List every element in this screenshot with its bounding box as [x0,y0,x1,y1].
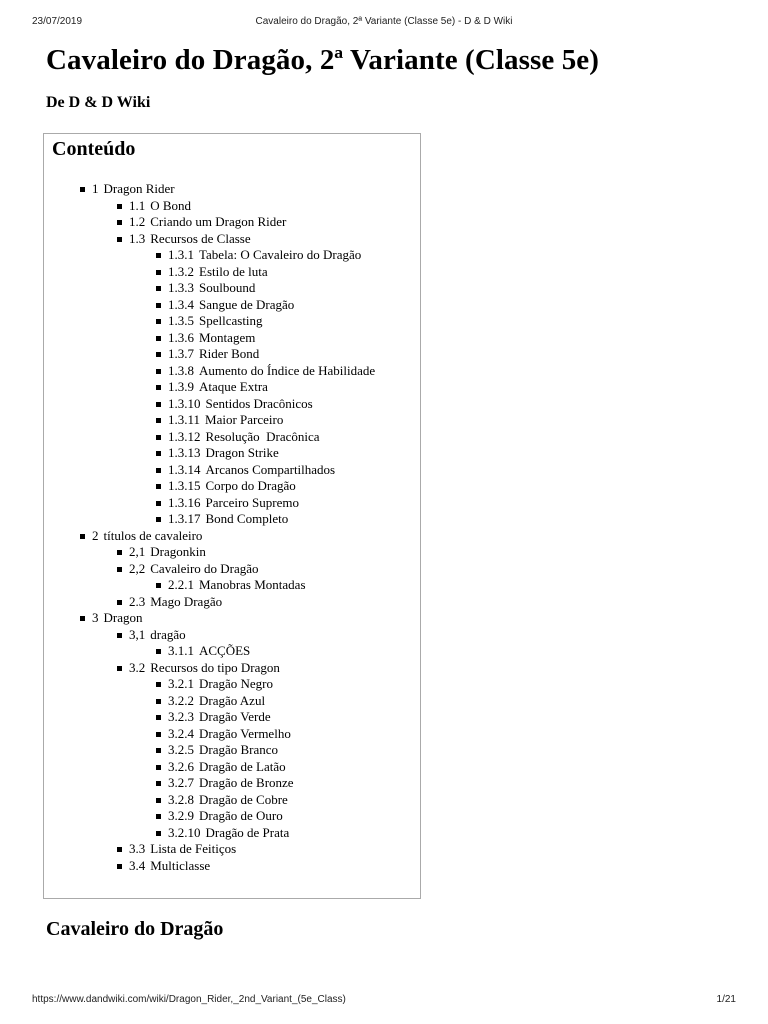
toc-item-label: Recursos do tipo Dragon [150,659,280,675]
toc-item-number: 1.3.10 [168,395,201,411]
toc-item-label: Tabela: O Cavaleiro do Dragão [199,247,362,262]
toc-item-label: Dragão Negro [199,676,273,691]
toc-item-label: Parceiro Supremo [205,494,300,510]
toc-item-label: Multiclasse [150,857,211,873]
toc-item[interactable] [129,231,251,247]
bullet-icon [156,831,161,836]
bullet-icon [156,253,161,258]
bullet-icon [80,187,85,192]
toc-item-number: 1.1 [129,197,146,213]
toc-item[interactable] [168,726,291,742]
toc-item-number: 3.2.2 [168,692,194,708]
toc-item-number: 1.3.9 [168,379,194,394]
toc-item-number: 1.3.4 [168,296,194,312]
bullet-icon [156,402,161,407]
toc-item-number: 2,2 [129,560,146,576]
bullet-icon [117,847,122,852]
bullet-icon [117,237,122,242]
toc-item-number: 3 [92,610,99,625]
toc-item[interactable] [129,198,191,214]
toc-item-label: Dragão de Cobre [199,791,288,807]
toc-item-label: Aumento do Índice de Habilidade [199,362,376,378]
toc-item[interactable] [168,313,263,329]
bullet-icon [156,369,161,374]
toc-item[interactable] [168,264,268,280]
bullet-icon [156,319,161,324]
toc-item-label: Dragão Azul [199,692,266,708]
toc-item-number: 3.2.4 [168,725,194,741]
toc-item[interactable] [168,808,283,824]
toc-item-number: 3.2.3 [168,709,194,724]
toc-item[interactable] [168,379,268,395]
bullet-icon [156,798,161,803]
print-page-title: Cavaleiro do Dragão, 2ª Variante (Classe 5e) - D & D Wiki [255,16,513,27]
toc-item[interactable] [168,363,375,379]
bullet-icon [117,204,122,209]
toc-item-label: Dragão de Latão [199,758,286,774]
bullet-icon [80,616,85,621]
toc-item-label: O Bond [150,197,192,213]
toc-item-label: Dragonkin [150,544,206,559]
toc-item-label: Dragão Verde [199,709,271,724]
toc-item[interactable] [168,429,320,445]
toc-item-number: 1.3.3 [168,280,194,295]
bullet-icon [156,336,161,341]
bullet-icon [117,220,122,225]
bullet-icon [156,418,161,423]
toc-item-number: 1.3.16 [168,494,201,510]
toc-item-number: 1.3.12 [168,428,201,444]
toc-item-label: Soulbound [199,280,256,295]
toc-item[interactable] [168,462,335,478]
toc-item-label: Estilo de luta [199,263,268,279]
toc-item[interactable] [129,627,186,643]
bullet-icon [156,468,161,473]
toc-item-label: Manobras Montadas [199,577,306,592]
toc-item-label: Spellcasting [199,313,263,328]
bullet-icon [117,600,122,605]
bullet-icon [156,303,161,308]
toc-item-label: Sentidos Dracônicos [205,395,313,411]
toc-item-label: Dragon [103,610,143,625]
toc-item-label: Corpo do Dragão [205,478,296,493]
toc-item-number: 1.2 [129,214,146,229]
page-title: Cavaleiro do Dragão, 2ª Variante (Classe 5e) [46,44,600,76]
toc-item-number: 3.2.8 [168,791,194,807]
toc-item-number: 3.2.1 [168,676,194,691]
toc-item-label: Recursos de Classe [150,230,251,246]
source-line: De D & D Wiki [46,94,151,111]
toc-item-label: Sangue de Dragão [199,296,295,312]
toc-item[interactable] [168,396,313,412]
toc-item-number: 2.2.1 [168,577,194,592]
bullet-icon [156,732,161,737]
bullet-icon [156,501,161,506]
bullet-icon [156,352,161,357]
toc-item-number: 2.3 [129,593,146,609]
toc-item[interactable] [168,346,259,362]
toc-item[interactable] [168,495,299,511]
toc-item-label: Dragão de Bronze [199,775,294,790]
toc-item-label: Resolução Dracônica [205,428,320,444]
toc-item-number: 3.2.9 [168,808,194,823]
toc-item-label: dragão [150,626,186,642]
toc-item[interactable] [168,412,283,428]
toc-item[interactable] [168,775,294,791]
bullet-icon [156,583,161,588]
toc-item[interactable] [129,841,236,857]
toc-item[interactable] [168,792,288,808]
toc-item-number: 1.3.17 [168,511,201,526]
bullet-icon [156,765,161,770]
table-of-contents [43,133,421,899]
bullet-icon [156,286,161,291]
toc-item-number: 3,1 [129,626,146,642]
print-date: 23/07/2019 [32,16,83,27]
toc-item[interactable] [168,297,294,313]
bullet-icon [80,534,85,539]
bullet-icon [156,435,161,440]
bullet-icon [156,484,161,489]
toc-item-number: 1.3.8 [168,362,194,378]
toc-item-number: 1.3.15 [168,478,201,493]
toc-item-label: Rider Bond [199,346,260,361]
bullet-icon [156,649,161,654]
toc-item[interactable] [129,858,210,874]
bullet-icon [117,567,122,572]
bullet-icon [156,451,161,456]
bullet-icon [156,781,161,786]
toc-item-label: Ataque Extra [199,379,268,394]
toc-item-number: 1.3.13 [168,445,201,460]
toc-item-number: 3.4 [129,857,146,873]
toc-item-label: Dragon Strike [205,445,279,460]
bullet-icon [156,517,161,522]
toc-item[interactable] [168,330,255,346]
toc-item[interactable] [168,478,296,494]
toc-item[interactable] [129,214,286,230]
toc-item-number: 1.3 [129,230,146,246]
toc-item-label: Cavaleiro do Dragão [150,560,259,576]
toc-item-label: Dragão de Ouro [199,808,283,823]
toc-item-number: 3.3 [129,841,146,856]
toc-item-number: 3.2.5 [168,742,194,757]
toc-item-number: 1.3.6 [168,329,194,345]
bullet-icon [117,666,122,671]
toc-item[interactable] [168,759,286,775]
toc-item-number: 3.1.1 [168,643,194,658]
bullet-icon [156,270,161,275]
toc-item-label: Maior Parceiro [205,412,284,427]
toc-item-label: Mago Dragão [150,593,223,609]
toc-item-number: 1 [92,181,99,196]
toc-item-number: 3.2.10 [168,824,201,840]
toc-item-label: Lista de Feitiços [150,841,237,856]
toc-item[interactable] [129,544,206,560]
toc-item-label: Bond Completo [205,511,289,526]
bullet-icon [156,715,161,720]
toc-item-label: Dragão Branco [199,742,279,757]
toc-item-number: 1.3.5 [168,313,194,328]
bullet-icon [117,633,122,638]
toc-item-number: 3.2 [129,659,146,675]
print-url: https://www.dandwiki.com/wiki/Dragon_Rider,_2nd_Variant_(5e_Class) [32,994,346,1005]
toc-item-label: Montagem [199,329,256,345]
toc-item[interactable] [168,511,288,527]
bullet-icon [117,864,122,869]
toc-item[interactable] [168,825,289,841]
toc-item-label: Arcanos Compartilhados [205,461,336,477]
toc-item-label: títulos de cavaleiro [103,527,203,543]
bullet-icon [156,748,161,753]
toc-item-number: 1.3.14 [168,461,201,477]
toc-item[interactable] [168,676,273,692]
toc-item[interactable] [168,693,265,709]
toc-item[interactable] [92,610,143,626]
bullet-icon [117,550,122,555]
toc-item[interactable] [168,280,255,296]
toc-item-number: 3.2.7 [168,775,194,790]
section-heading: Cavaleiro do Dragão [46,918,224,940]
toc-item[interactable] [129,594,222,610]
toc-item-number: 2 [92,527,99,543]
toc-item-number: 2,1 [129,544,146,559]
toc-item[interactable] [168,742,278,758]
toc-item[interactable] [92,528,202,544]
toc-item[interactable] [168,709,271,725]
toc-item-number: 1.3.11 [168,412,201,427]
toc-item[interactable] [129,660,280,676]
toc-item[interactable] [168,247,361,263]
bullet-icon [156,385,161,390]
toc-item[interactable] [168,643,250,659]
toc-item[interactable] [168,577,306,593]
toc-item[interactable] [129,561,259,577]
toc-item-number: 3.2.6 [168,758,194,774]
toc-item-number: 1.3.7 [168,346,194,361]
toc-item-label: Dragão Vermelho [199,725,291,741]
toc-item-number: 1.3.2 [168,263,194,279]
bullet-icon [156,814,161,819]
toc-item-label: Dragão de Prata [205,824,290,840]
toc-item[interactable] [92,181,175,197]
page-number: 1/21 [716,994,736,1005]
toc-item-number: 1.3.1 [168,247,194,262]
toc-item-label: Criando um Dragon Rider [150,214,287,229]
toc-title: Conteúdo [52,138,136,160]
toc-item[interactable] [168,445,279,461]
bullet-icon [156,682,161,687]
toc-item-label: Dragon Rider [103,181,175,196]
bullet-icon [156,699,161,704]
toc-item-label: ACÇÕES [199,643,251,658]
